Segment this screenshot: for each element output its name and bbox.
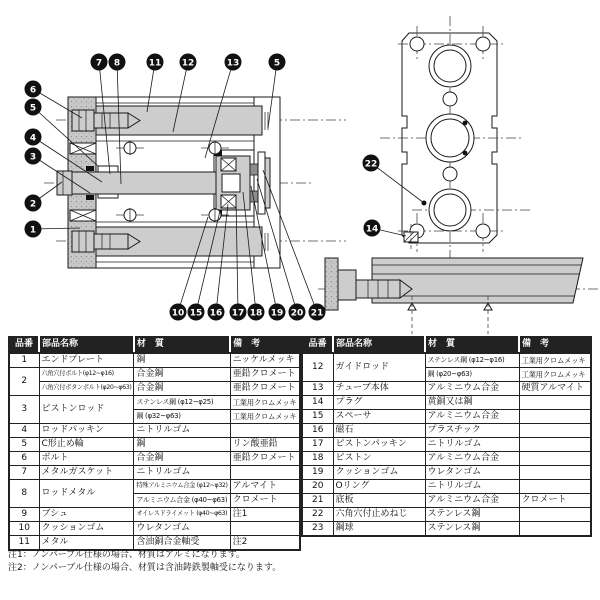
callout-8: [109, 54, 126, 71]
cell-name: ロッドパッキン: [39, 424, 134, 438]
cell-remark: [230, 466, 300, 480]
callout-18: [248, 304, 265, 321]
cell-remark: [230, 522, 300, 536]
callout-13: [225, 54, 242, 71]
table-row: [9, 480, 300, 494]
table-row: [9, 438, 300, 452]
footnotes: [8, 549, 281, 575]
svg-text:10: 10: [171, 308, 185, 319]
cell-material: アルミニウム合金: [425, 494, 519, 508]
table-row: [9, 536, 300, 551]
cell-no: 19: [302, 466, 333, 480]
cell-material: ニトリルゴム: [134, 424, 230, 438]
callout-1: [25, 221, 42, 238]
cell-name: メタル: [39, 536, 134, 551]
cell-name: エンドプレート: [39, 353, 134, 368]
svg-text:16: 16: [209, 308, 223, 319]
cell-no: 7: [9, 466, 39, 480]
side-view: [318, 258, 598, 334]
table-row: [302, 438, 591, 452]
cell-remark: [230, 424, 300, 438]
callout-16: [208, 304, 225, 321]
col-header-no: 品番: [302, 337, 333, 353]
cell-name: 六角穴付止めねじ: [333, 508, 425, 522]
cell-no: 2: [9, 368, 39, 396]
cell-no: 4: [9, 424, 39, 438]
table-row: [9, 424, 300, 438]
cell-material: ニトリルゴム: [425, 480, 519, 494]
cell-name: ブシュ: [39, 508, 134, 522]
cell-remark: 工業用クロムメッキ: [519, 368, 591, 382]
cell-material: アルミニウム合金: [425, 410, 519, 424]
cell-remark: リン酸亜鉛: [230, 438, 300, 452]
cell-material: 特殊アルミニウム合金 (φ12~φ32): [134, 480, 230, 494]
cell-name: ボルト: [39, 452, 134, 466]
cell-no: 18: [302, 452, 333, 466]
table-row: [302, 452, 591, 466]
svg-text:22: 22: [364, 159, 378, 170]
svg-text:11: 11: [148, 58, 162, 69]
cell-no: 14: [302, 396, 333, 410]
footnote-1: 注1：ノンパーブル仕様の場合、材質はアルミになります。: [8, 550, 245, 560]
callout-22: [363, 155, 380, 172]
cell-remark: 工業用クロムメッキ: [519, 353, 591, 368]
cell-name: 磁石: [333, 424, 425, 438]
svg-text:15: 15: [189, 308, 203, 319]
piston-rod: [72, 172, 218, 194]
col-header-remark: 備 考: [230, 337, 300, 353]
cell-remark: クロメート: [519, 494, 591, 508]
svg-text:1: 1: [29, 225, 37, 236]
cell-remark: 亜鉛クロメート: [230, 452, 300, 466]
callout-5-left: [25, 99, 42, 116]
cell-name: 六角穴付ボルト(φ12~φ16): [39, 368, 134, 382]
section-view: [44, 97, 346, 268]
cell-material: ステンレス鋼 (φ12~φ16): [425, 353, 519, 368]
svg-text:7: 7: [95, 58, 103, 69]
cell-no: 22: [302, 508, 333, 522]
table-row: [9, 508, 300, 522]
callout-17: [230, 304, 247, 321]
col-header-material: 材 質: [425, 337, 519, 353]
callout-19: [269, 304, 286, 321]
svg-text:17: 17: [231, 308, 245, 319]
svg-text:13: 13: [226, 58, 240, 69]
callout-20: [289, 304, 306, 321]
cell-material: ウレタンゴム: [425, 466, 519, 480]
table-row: [9, 466, 300, 480]
callout-2: [25, 195, 42, 212]
cell-material: 合金鋼: [134, 382, 230, 396]
cell-material: 黄銅又は鋼: [425, 396, 519, 410]
cell-material: アルミニウム合金: [425, 452, 519, 466]
cell-material: アルミニウム合金 (φ40~φ63): [134, 494, 230, 508]
cell-remark: 工業用クロムメッキ: [230, 396, 300, 410]
cell-remark: [519, 396, 591, 410]
callout-15: [188, 304, 205, 321]
cell-material: ステンレス鋼: [425, 522, 519, 537]
col-header-no: 品番: [9, 337, 39, 353]
callout-5-top: [269, 54, 286, 71]
cell-remark: [519, 480, 591, 494]
cell-name: 鋼球: [333, 522, 425, 537]
col-header-name: 部品名称: [39, 337, 134, 353]
cell-name: ガイドロッド: [333, 353, 425, 382]
cell-name: 底板: [333, 494, 425, 508]
table-row: [302, 424, 591, 438]
cell-material: 鋼 (φ20~φ63): [425, 368, 519, 382]
table-row: [302, 410, 591, 424]
svg-text:18: 18: [249, 308, 263, 319]
cell-no: 1: [9, 353, 39, 368]
svg-text:8: 8: [113, 58, 121, 69]
table-header: [9, 337, 300, 353]
svg-text:5: 5: [29, 103, 37, 114]
cell-material: ニトリルゴム: [134, 466, 230, 480]
cell-name: スペーサ: [333, 410, 425, 424]
svg-text:4: 4: [29, 133, 37, 144]
cell-no: 17: [302, 438, 333, 452]
table-header: [302, 337, 591, 353]
parts-table-left: [8, 336, 301, 551]
table-row: [9, 522, 300, 536]
cell-name: Oリング: [333, 480, 425, 494]
callout-11: [147, 54, 164, 71]
cell-no: 9: [9, 508, 39, 522]
col-header-material: 材 質: [134, 337, 230, 353]
cell-remark: [519, 466, 591, 480]
table-row: [302, 508, 591, 522]
cell-remark: 亜鉛クロメート: [230, 382, 300, 396]
cell-material: 鋼: [134, 353, 230, 368]
cell-remark: アルマイト: [230, 480, 300, 494]
cell-no: 5: [9, 438, 39, 452]
callout-12: [180, 54, 197, 71]
table-row: [9, 396, 300, 410]
cell-material: オイレスドライメット (φ40~φ63): [134, 508, 230, 522]
cell-material: ニトリルゴム: [425, 438, 519, 452]
cell-name: チューブ本体: [333, 382, 425, 396]
table-row: [302, 396, 591, 410]
cell-no: 21: [302, 494, 333, 508]
svg-text:2: 2: [29, 199, 37, 210]
cell-no: 10: [9, 522, 39, 536]
table-row: [302, 353, 591, 368]
cell-no: 3: [9, 396, 39, 424]
cell-name: C形止め輪: [39, 438, 134, 452]
footnote-2: 注2：ノンパーブル仕様の場合、材質は含油鋳鉄製軸受になります。: [8, 563, 282, 573]
cell-remark: [519, 410, 591, 424]
svg-text:5: 5: [273, 58, 281, 69]
table-row: [302, 522, 591, 537]
table-row: [9, 353, 300, 368]
callout-10: [170, 304, 187, 321]
cell-name: ピストンパッキン: [333, 438, 425, 452]
cell-no: 13: [302, 382, 333, 396]
cell-material: プラスチック: [425, 424, 519, 438]
cell-remark: [519, 438, 591, 452]
cell-remark: [519, 508, 591, 522]
col-header-name: 部品名称: [333, 337, 425, 353]
cell-remark: 工業用クロムメッキ: [230, 410, 300, 424]
callout-4: [25, 129, 42, 146]
cell-material: ウレタンゴム: [134, 522, 230, 536]
cell-material: アルミニウム合金: [425, 382, 519, 396]
callout-21: [309, 304, 326, 321]
cell-remark: [519, 452, 591, 466]
top-view: [380, 16, 530, 260]
cell-no: 16: [302, 424, 333, 438]
cell-remark: 硬質アルマイト: [519, 382, 591, 396]
svg-text:14: 14: [365, 224, 379, 235]
table-row: [9, 382, 300, 396]
cell-name: ピストンロッド: [39, 396, 134, 424]
cell-name: 六角穴付ボタンボルト(φ20~φ63): [39, 382, 134, 396]
cell-material: 鋼: [134, 438, 230, 452]
table-row: [302, 382, 591, 396]
cell-material: 含油銅合金軸受: [134, 536, 230, 551]
cell-name: メタルガスケット: [39, 466, 134, 480]
end-plate-side: [325, 258, 338, 310]
callout-3: [25, 148, 42, 165]
svg-text:12: 12: [181, 58, 195, 69]
svg-text:20: 20: [290, 308, 304, 319]
cell-no: 6: [9, 452, 39, 466]
col-header-remark: 備 考: [519, 337, 591, 353]
svg-text:21: 21: [310, 308, 324, 319]
svg-text:6: 6: [29, 85, 37, 96]
cell-no: 8: [9, 480, 39, 508]
cell-name: ピストン: [333, 452, 425, 466]
cell-remark: 亜鉛クロメート: [230, 368, 300, 382]
table-row: [9, 368, 300, 382]
table-row: [302, 480, 591, 494]
callout-7: [91, 54, 108, 71]
cell-material: 合金鋼: [134, 368, 230, 382]
cell-material: ステンレス鋼 (φ12~φ25): [134, 396, 230, 410]
table-row: [302, 494, 591, 508]
cell-name: プラグ: [333, 396, 425, 410]
svg-text:3: 3: [29, 152, 37, 163]
callout-6: [25, 81, 42, 98]
cell-remark: 注2: [230, 536, 300, 551]
table-row: [9, 452, 300, 466]
cell-no: 11: [9, 536, 39, 551]
cell-no: 12: [302, 353, 333, 382]
parts-table-right: [301, 336, 592, 537]
cell-material: 鋼 (φ32~φ63): [134, 410, 230, 424]
table-row: [302, 466, 591, 480]
cell-no: 15: [302, 410, 333, 424]
cell-remark: [519, 424, 591, 438]
cell-remark: クロメート: [230, 494, 300, 508]
cell-name: ロッドメタル: [39, 480, 134, 508]
cell-no: 20: [302, 480, 333, 494]
cell-remark: 注1: [230, 508, 300, 522]
cell-name: クッションゴム: [39, 522, 134, 536]
cell-material: 合金鋼: [134, 452, 230, 466]
cell-remark: ニッケルメッキ: [230, 353, 300, 368]
cell-no: 23: [302, 522, 333, 537]
svg-text:19: 19: [270, 308, 284, 319]
callout-14: [364, 220, 381, 237]
cell-remark: [519, 522, 591, 537]
cell-name: クッションゴム: [333, 466, 425, 480]
cell-material: ステンレス鋼: [425, 508, 519, 522]
